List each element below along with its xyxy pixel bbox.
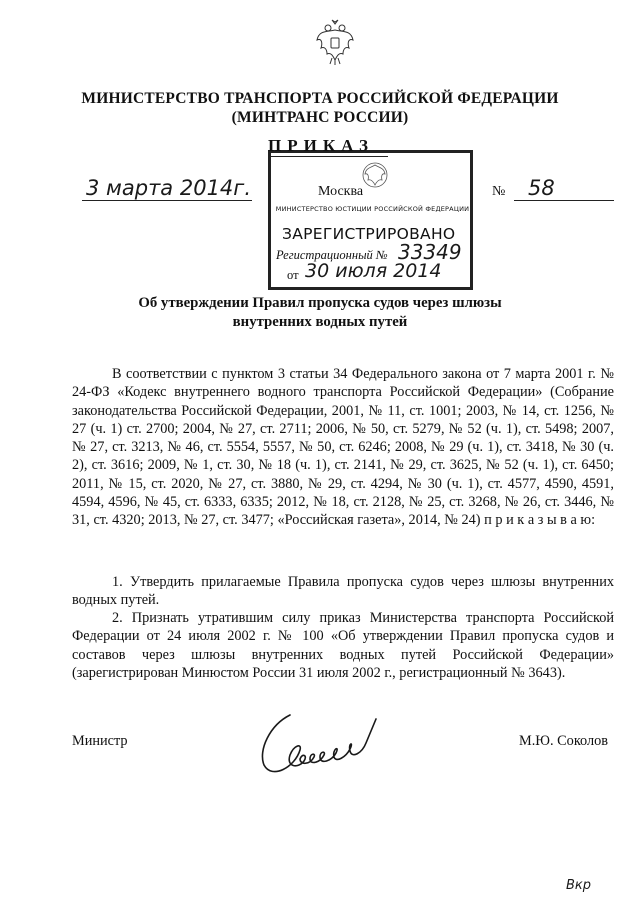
stamp-registration-number: 33349 bbox=[398, 240, 462, 264]
stamp-from-label: от bbox=[287, 268, 299, 282]
stamp-registered-label: ЗАРЕГИСТРИРОВАНО bbox=[282, 225, 456, 243]
order-number-handwritten: 58 bbox=[528, 176, 555, 200]
order-date-handwritten: 3 марта 2014г. bbox=[86, 176, 252, 200]
minister-position: Министр bbox=[72, 733, 128, 749]
stamp-registration-label: Регистрационный № bbox=[276, 248, 388, 262]
handwritten-initials: Вкр bbox=[566, 878, 592, 893]
coat-of-arms-icon bbox=[315, 18, 355, 66]
stamp-registration-date: 30 июля 2014 bbox=[305, 260, 442, 282]
signature-icon bbox=[250, 705, 385, 785]
stamp-emblem-icon bbox=[360, 160, 390, 190]
ministry-name: МИНИСТЕРСТВО ТРАНСПОРТА РОССИЙСКОЙ ФЕДЕРАЦИИ bbox=[81, 90, 559, 107]
date-underline bbox=[82, 200, 252, 201]
order-item-1: 1. Утвердить прилагаемые Правила пропуска судов через шлюзы внутренних водных путей. bbox=[72, 574, 614, 609]
order-number-label: № bbox=[492, 184, 506, 199]
order-item-2: 2. Признать утратившим силу приказ Министерства транспорта Российской Федерации от 24 июля 2002 г. № 100 «Об утверждении Правил пропуска судов и составов через шлюзы внутренних водных путей Российской Федерации» (зарегистрирован Минюстом России 31 июля 2002 г., регистрационный № 3643). bbox=[72, 610, 614, 681]
preamble-paragraph: В соответствии с пунктом 3 статьи 34 Федерального закона от 7 марта 2001 г. № 24-ФЗ «Кодекс внутреннего водного транспорта Российской Федерации» (Собрание законодательства Российской Федерации, 2001, № 11, ст. 1001; 2003, № 14, ст. 1256, № 27 (ч. 1) ст. 2700; 2004, № 27, ст. 2711; 2006, № 50, ст. 5279, № 52 (ч. 1), ст. 5498; 2007, № 27, ст. 3213, № 46, ст. 5554, 5557, № 50, ст. 6246; 2008, № 29 (ч. 1), ст. 3418, № 30 (ч. 2), ст. 3616; 2009, № 1, ст. 30, № 18 (ч. 1), ст. 2141, № 29, ст. 3625, № 52 (ч. 1), ст. 6450; 2011, № 15, ст. 2020, № 27, ст. 3880, № 29, ст. 4294, № 30 (ч. 1), ст. 4577, 4590, 4591, 4594, 4596, № 45, ст. 6333, 6335; 2012, № 18, ст. 2128, № 25, ст. 3268, № 26, ст. 3446, № 31, ст. 4320; 2013, № 27, ст. 3477; «Российская газета», 2014, № 24) п р и к а з ы в а ю: bbox=[72, 366, 614, 529]
order-title-underline bbox=[268, 156, 388, 157]
number-underline bbox=[514, 200, 614, 201]
city-label: Москва bbox=[318, 184, 364, 199]
subject-line-2: внутренних водных путей bbox=[232, 314, 408, 330]
stamp-ministry-name: МИНИСТЕРСТВО ЮСТИЦИИ РОССИЙСКОЙ ФЕДЕРАЦИИ bbox=[275, 205, 470, 213]
minister-name: М.Ю. Соколов bbox=[519, 733, 609, 749]
order-title: ПРИКАЗ bbox=[268, 136, 374, 155]
subject-line-1: Об утверждении Правил пропуска судов через шлюзы bbox=[138, 295, 502, 311]
ministry-short-name: (МИНТРАНС РОССИИ) bbox=[231, 109, 409, 126]
